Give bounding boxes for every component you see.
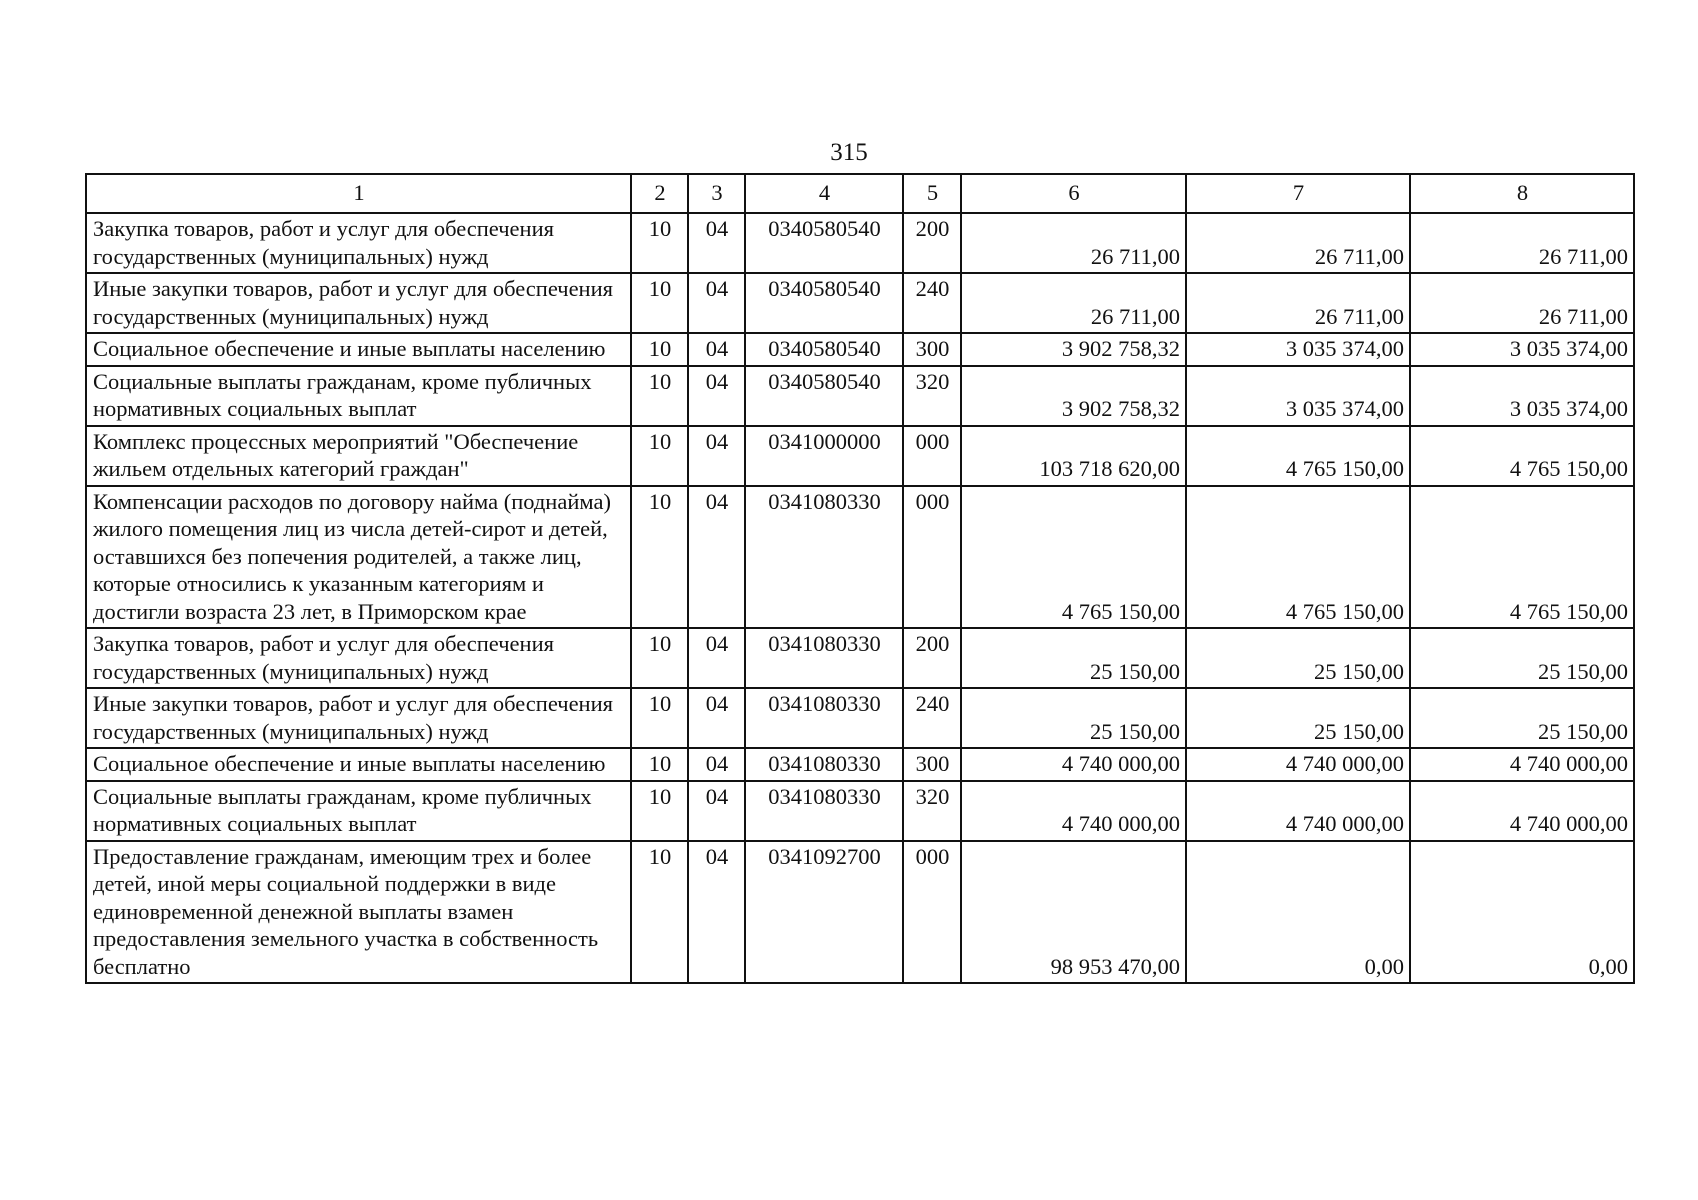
expense-type-code: 000 [903,486,961,629]
section-code: 10 [631,841,688,984]
amount-column-6: 98 953 470,00 [961,841,1186,984]
amount-column-6: 4 765 150,00 [961,486,1186,629]
section-code: 10 [631,688,688,748]
amount-column-7: 25 150,00 [1186,628,1410,688]
subsection-code: 04 [688,841,745,984]
amount-column-8: 4 765 150,00 [1410,486,1634,629]
section-code: 10 [631,486,688,629]
target-article-code: 0341000000 [745,426,903,486]
expense-name: Социальные выплаты гражданам, кроме публичных нормативных социальных выплат [86,781,631,841]
amount-column-7: 26 711,00 [1186,213,1410,273]
header-row [86,174,1634,213]
target-article-code: 0341080330 [745,781,903,841]
amount-column-8: 3 035 374,00 [1410,333,1634,366]
amount-column-6: 26 711,00 [961,273,1186,333]
expense-name: Социальное обеспечение и иные выплаты населению [86,748,631,781]
amount-column-8: 3 035 374,00 [1410,366,1634,426]
expense-type-code: 200 [903,628,961,688]
amount-column-7: 0,00 [1186,841,1410,984]
table-row [86,748,1634,781]
target-article-code: 0340580540 [745,213,903,273]
amount-column-8: 26 711,00 [1410,213,1634,273]
header-cell-3: 3 [688,174,745,213]
header-cell-6: 6 [961,174,1186,213]
expense-type-code: 300 [903,333,961,366]
expense-name: Комплекс процессных мероприятий "Обеспечение жильем отдельных категорий граждан" [86,426,631,486]
amount-column-7: 3 035 374,00 [1186,366,1410,426]
target-article-code: 0340580540 [745,333,903,366]
table-row [86,628,1634,688]
table-row [86,486,1634,629]
target-article-code: 0340580540 [745,366,903,426]
subsection-code: 04 [688,628,745,688]
section-code: 10 [631,426,688,486]
section-code: 10 [631,366,688,426]
expense-name: Компенсации расходов по договору найма (поднайма) жилого помещения лиц из числа детей-сирот и детей, оставшихся без попечения родителей, а также лиц, которые относились к указанным категориям и достигли возраста 23 лет, в Приморском крае [86,486,631,629]
section-code: 10 [631,273,688,333]
expense-name: Предоставление гражданам, имеющим трех и более детей, иной меры социальной поддержки в виде единовременной денежной выплаты взамен предоставления земельного участка в собственность бесплатно [86,841,631,984]
expense-type-code: 240 [903,688,961,748]
amount-column-7: 4 740 000,00 [1186,748,1410,781]
budget-table [85,173,1635,984]
amount-column-8: 4 740 000,00 [1410,781,1634,841]
subsection-code: 04 [688,748,745,781]
amount-column-8: 25 150,00 [1410,688,1634,748]
amount-column-6: 26 711,00 [961,213,1186,273]
target-article-code: 0341092700 [745,841,903,984]
subsection-code: 04 [688,688,745,748]
amount-column-8: 26 711,00 [1410,273,1634,333]
amount-column-7: 4 765 150,00 [1186,426,1410,486]
target-article-code: 0341080330 [745,688,903,748]
header-cell-7: 7 [1186,174,1410,213]
target-article-code: 0340580540 [745,273,903,333]
table-row [86,426,1634,486]
amount-column-6: 25 150,00 [961,628,1186,688]
section-code: 10 [631,213,688,273]
subsection-code: 04 [688,273,745,333]
expense-name: Социальное обеспечение и иные выплаты населению [86,333,631,366]
expense-type-code: 000 [903,426,961,486]
expense-name: Социальные выплаты гражданам, кроме публичных нормативных социальных выплат [86,366,631,426]
target-article-code: 0341080330 [745,748,903,781]
table-row [86,841,1634,984]
subsection-code: 04 [688,366,745,426]
amount-column-7: 26 711,00 [1186,273,1410,333]
subsection-code: 04 [688,213,745,273]
amount-column-8: 4 765 150,00 [1410,426,1634,486]
section-code: 10 [631,628,688,688]
header-cell-5: 5 [903,174,961,213]
section-code: 10 [631,781,688,841]
subsection-code: 04 [688,426,745,486]
table-row [86,273,1634,333]
amount-column-8: 4 740 000,00 [1410,748,1634,781]
table-row [86,366,1634,426]
target-article-code: 0341080330 [745,628,903,688]
expense-name: Иные закупки товаров, работ и услуг для обеспечения государственных (муниципальных) нужд [86,688,631,748]
expense-name: Закупка товаров, работ и услуг для обеспечения государственных (муниципальных) нужд [86,213,631,273]
expense-name: Закупка товаров, работ и услуг для обеспечения государственных (муниципальных) нужд [86,628,631,688]
amount-column-6: 3 902 758,32 [961,333,1186,366]
section-code: 10 [631,748,688,781]
expense-type-code: 000 [903,841,961,984]
header-cell-8: 8 [1410,174,1634,213]
amount-column-8: 25 150,00 [1410,628,1634,688]
expense-type-code: 320 [903,781,961,841]
amount-column-7: 4 740 000,00 [1186,781,1410,841]
amount-column-6: 3 902 758,32 [961,366,1186,426]
expense-type-code: 240 [903,273,961,333]
table-row [86,688,1634,748]
header-cell-2: 2 [631,174,688,213]
amount-column-7: 25 150,00 [1186,688,1410,748]
amount-column-6: 4 740 000,00 [961,781,1186,841]
section-code: 10 [631,333,688,366]
amount-column-6: 103 718 620,00 [961,426,1186,486]
amount-column-6: 25 150,00 [961,688,1186,748]
subsection-code: 04 [688,333,745,366]
table-row [86,213,1634,273]
amount-column-7: 4 765 150,00 [1186,486,1410,629]
subsection-code: 04 [688,781,745,841]
page-number: 315 [830,139,868,166]
header-cell-4: 4 [745,174,903,213]
expense-name: Иные закупки товаров, работ и услуг для обеспечения государственных (муниципальных) нужд [86,273,631,333]
table-row [86,781,1634,841]
amount-column-7: 3 035 374,00 [1186,333,1410,366]
table-row [86,333,1634,366]
expense-type-code: 320 [903,366,961,426]
amount-column-6: 4 740 000,00 [961,748,1186,781]
target-article-code: 0341080330 [745,486,903,629]
amount-column-8: 0,00 [1410,841,1634,984]
expense-type-code: 200 [903,213,961,273]
subsection-code: 04 [688,486,745,629]
expense-type-code: 300 [903,748,961,781]
header-cell-1: 1 [86,174,631,213]
